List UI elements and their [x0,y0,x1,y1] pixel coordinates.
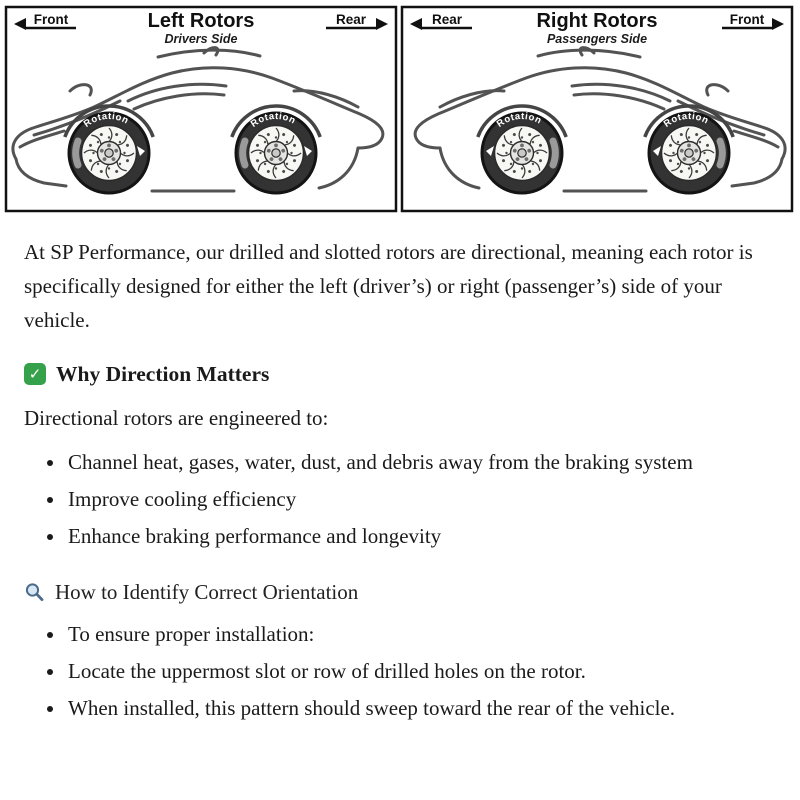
rotation-label: Rotation [494,110,544,130]
rotation-label: Rotation [81,110,131,130]
rotor-direction-diagram [4,5,800,215]
left-panel-subtitle: Drivers Side [164,32,238,46]
list-item: • To ensure proper installation: [66,617,774,651]
right-panel-corner-right-label: Front [729,12,765,27]
magnifier-icon [24,582,45,603]
diagram-svg [4,5,796,215]
right-panel-subtitle: Passengers Side [546,32,648,46]
panel-left-rotors [6,7,396,211]
benefits-list [24,445,774,553]
article [0,215,800,725]
list-item: • Enhance braking performance and longevity [66,519,774,553]
list-item: • Improve cooling efficiency [66,482,774,516]
list-item: • Locate the uppermost slot or row of drilled holes on the rotor. [66,654,774,688]
orientation-list [24,617,774,725]
list-item: • When installed, this pattern should sweep toward the rear of the vehicle. [66,691,774,725]
left-panel-title: Left Rotors [147,10,255,32]
panel-right-rotors [402,7,792,211]
rotation-label: Rotation [661,110,711,130]
rotation-label: Rotation [248,110,298,130]
right-panel-title: Right Rotors [536,10,658,32]
right-panel-corner-left-label: Rear [431,12,463,27]
heading-text: Why Direction Matters [56,362,270,386]
list-item: • Channel heat, gases, water, dust, and debris away from the braking system [66,445,774,479]
left-panel-corner-right-label: Rear [335,12,367,27]
heading-text: How to Identify Correct Orientation [55,580,359,604]
left-panel-corner-left-label: Front [33,12,69,27]
heading-why-direction-matters [24,361,774,387]
heading-identify-orientation [24,579,774,605]
intro-paragraph: At SP Performance, our drilled and slotted rotors are directional, meaning each rotor is specifically designed for either the left (driver’s) or right (passenger’s) side of your vehicle. [24,240,753,332]
section1-lead: Directional rotors are engineered to: [24,406,329,430]
check-icon: ✓ [24,363,46,385]
